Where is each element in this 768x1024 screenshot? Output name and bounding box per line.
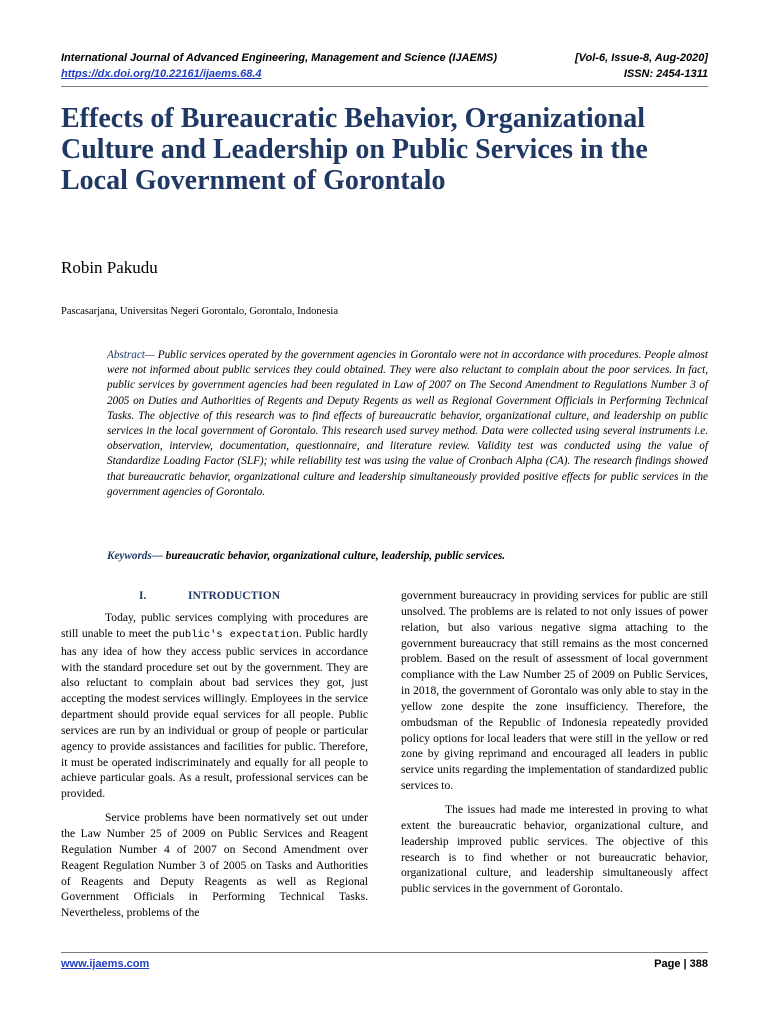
left-column — [61, 589, 368, 929]
journal-name: International Journal of Advanced Engineering, Management and Science (IJAEMS) — [61, 52, 498, 64]
paragraph: The issues had made me interested in proving to what extent the bureaucratic behavior, organizational culture, and leadership improved public services. The objective of this research is to find whether or not bureaucratic behavior, organizational culture, and leadership simultaneously affect public services in the government of Gorontalo. — [401, 802, 708, 896]
keywords-text: bureaucratic behavior, organizational culture, leadership, public services. — [165, 550, 506, 562]
author-name: Robin Pakudu — [61, 258, 158, 277]
section-heading — [61, 589, 368, 605]
paragraph: Service problems have been normatively set out under the Law Number 25 of 2009 on Public Services and Reagent Regulation Number 4 of 2007 on Second Amendment over Reagent Regulation Number 3 of 2005 on Tasks and Authorities of Reagents and Deputy Reagents as well as Regional Government Officials in Performing Technical Tasks. Nevertheless, problems of the — [61, 811, 368, 920]
page-footer — [61, 958, 708, 970]
right-column — [401, 588, 708, 905]
running-header — [61, 50, 708, 82]
paragraph-text: Today, public services complying with procedures are still unable to meet the — [61, 611, 368, 640]
abstract-label: Abstract — [107, 349, 145, 361]
abstract-dash: — — [144, 349, 158, 361]
volume-info: [Vol-6, Issue-8, Aug-2020] — [574, 52, 708, 64]
section-number: I. — [139, 590, 147, 602]
affiliation: Pascasarjana, Universitas Negeri Gorontalo, Gorontalo, Indonesia — [61, 306, 338, 317]
doi-link[interactable]: https://dx.doi.org/10.22161/ijaems.68.4 — [61, 68, 262, 80]
mono-phrase: public's expectation — [172, 628, 299, 641]
page-number: Page | 388 — [654, 958, 708, 970]
paragraph — [61, 610, 368, 802]
header-rule — [61, 86, 708, 87]
paragraph-text: . Public hardly has any idea of how they access public services in accordance with the standard procedure set out by the government. They are also reluctant to complain about bad services they got, just accepting the modest services willingly. Employees in the service department should provide equal services for all people. Public services are run by an individual or group of people or particular agency to provide assistances and facilities for public. Therefore, it must be operated indiscriminately and equally for all people to achieve particular goals. As a result, professional services can be provided. — [61, 626, 368, 801]
keywords — [107, 549, 708, 564]
abstract — [107, 348, 708, 500]
footer-rule — [61, 952, 708, 953]
paper-title: Effects of Bureaucratic Behavior, Organizational Culture and Leadership on Public Services in the Local Government of Gorontalo — [61, 103, 648, 196]
keywords-dash: — — [151, 550, 166, 562]
abstract-text: Public services operated by the government agencies in Gorontalo were not in accordance with procedures. People almost were not informed about public services they could obtained. They were also reluctant to complain about the poor services. In fact, public services by government agencies had been regulated in Law of 2007 on The Second Amendment to Regulations Number 3 of 2005 on Duties and Authorities of Regents and Deputy Regents as well as Regional Government Officials in Performing Technical Tasks. The objective of this research was to find effects of bureaucratic behavior, organizational culture, and leadership on public services in the local government of Gorontalo. This research used survey method. Data were collected using several instruments i.e. observation, interview, documentation, questionnaire, and literature review. Validity test was conducted using the value of Standardize Loading Factor (SLF); while reliability test was using the value of Cronbach Alpha (CA). The research findings showed that bureaucratic behavior, organizational culture and leadership simultaneously provided positive effects for public services in the government agencies of Gorontalo. — [107, 349, 709, 498]
paragraph: government bureaucracy in providing services for public are still unsolved. The problems are is related to not only issues of power relation, but also various negative sigma attaching to the government bureaucracy that still remains as the most concerned problem. Based on the result of assessment of local government compliance with the Law Number 25 of 2009 on Public Services, in 2018, the government of Gorontalo was only able to stay in the yellow zone despite the zone insufficiency. Therefore, the ombudsman of the Republic of Indonesia repeatedly provided policy options for local leaders that were still in the yellow or red zone by giving reprimand and encouraged all leaders in public service units regarding the implementation of standardized public services to. — [401, 589, 708, 793]
section-title: INTRODUCTION — [188, 590, 281, 602]
website-link[interactable]: www.ijaems.com — [61, 958, 150, 970]
issn: ISSN: 2454-1311 — [623, 68, 708, 80]
keywords-label: Keywords — [107, 550, 152, 562]
